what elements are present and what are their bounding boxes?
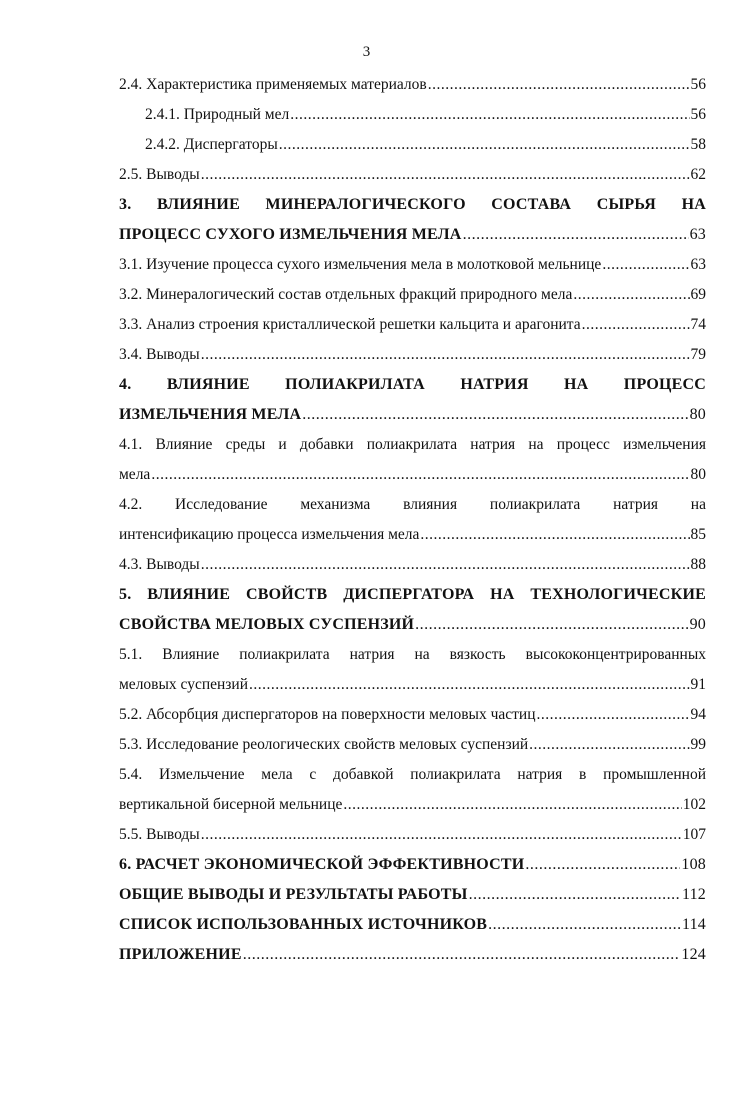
toc-page: 58 <box>690 136 706 153</box>
toc-entry-4-1[interactable] <box>119 430 706 490</box>
toc-entry-5-3[interactable] <box>119 730 706 760</box>
toc-entry-2-4-2[interactable] <box>119 130 706 160</box>
toc-entry-5-4[interactable] <box>119 760 706 820</box>
toc-title: 2.5. Выводы <box>119 166 200 183</box>
toc-entry-conclusions[interactable] <box>119 880 706 910</box>
toc-title: ПРОЦЕСС СУХОГО ИЗМЕЛЬЧЕНИЯ МЕЛА <box>119 226 462 243</box>
toc-entry-3-2[interactable] <box>119 280 706 310</box>
dot-leader <box>201 160 690 190</box>
toc-page: 63 <box>689 226 706 243</box>
toc-entry-5-2[interactable] <box>119 700 706 730</box>
dot-leader <box>582 310 690 340</box>
toc-page: 91 <box>690 676 706 693</box>
toc-title: вертикальной бисерной мельнице <box>119 796 343 813</box>
toc-page: 108 <box>681 856 706 873</box>
dot-leader <box>537 700 690 730</box>
toc-page: 90 <box>689 616 706 633</box>
toc-title-line1: 4.1. Влияние среды и добавки полиакрилата натрия на процесс измельчения <box>119 436 706 453</box>
toc-entry-2-4[interactable] <box>119 70 706 100</box>
dot-leader <box>201 340 690 370</box>
dot-leader <box>343 790 681 820</box>
toc-entry-5-1[interactable] <box>119 640 706 700</box>
toc-title: меловых суспензий <box>119 676 249 693</box>
toc-title: СВОЙСТВА МЕЛОВЫХ СУСПЕНЗИЙ <box>119 616 415 633</box>
dot-leader <box>469 880 681 910</box>
toc-page: 56 <box>690 76 706 93</box>
toc-title: 3.2. Минералогический состав отдельных фракций природного мела <box>119 286 573 303</box>
toc-title: мела <box>119 466 151 483</box>
toc-page: 80 <box>689 406 706 423</box>
toc-page: 63 <box>690 256 706 273</box>
toc-title: 5.5. Выводы <box>119 826 200 843</box>
toc-page: 124 <box>681 946 706 963</box>
toc-title-line1: 3. ВЛИЯНИЕ МИНЕРАЛОГИЧЕСКОГО СОСТАВА СЫРЬЯ НА <box>119 196 706 213</box>
dot-leader <box>249 670 689 700</box>
toc-page: 114 <box>681 916 706 933</box>
dot-leader <box>279 130 690 160</box>
toc-title-line1: 4. ВЛИЯНИЕ ПОЛИАКРИЛАТА НАТРИЯ НА ПРОЦЕСС <box>119 376 706 393</box>
page-number: 3 <box>362 44 371 60</box>
toc-entry-2-4-1[interactable] <box>119 100 706 130</box>
dot-leader <box>151 460 689 490</box>
dot-leader <box>302 400 688 430</box>
toc-entry-2-5[interactable] <box>119 160 706 190</box>
toc-page: 56 <box>690 106 706 123</box>
toc-entry-3-4[interactable] <box>119 340 706 370</box>
toc-title: 4.3. Выводы <box>119 556 200 573</box>
toc-entry-3-1[interactable] <box>119 250 706 280</box>
toc-title: ОБЩИЕ ВЫВОДЫ И РЕЗУЛЬТАТЫ РАБОТЫ <box>119 886 468 903</box>
toc-entry-4-2[interactable] <box>119 490 706 550</box>
toc-title: 6. РАСЧЕТ ЭКОНОМИЧЕСКОЙ ЭФФЕКТИВНОСТИ <box>119 856 525 873</box>
toc-title: 2.4.1. Природный мел <box>145 106 290 123</box>
toc-title-line1: 5.1. Влияние полиакрилата натрия на вязкость высококонцентрированных <box>119 646 706 663</box>
toc-entry-chapter-4[interactable] <box>119 370 706 430</box>
dot-leader <box>529 730 689 760</box>
toc-entry-chapter-3[interactable] <box>119 190 706 250</box>
toc-title: 5.3. Исследование реологических свойств меловых суспензий <box>119 736 529 753</box>
dot-leader <box>525 850 680 880</box>
dot-leader <box>488 910 681 940</box>
table-of-contents <box>119 70 706 970</box>
toc-title-line1: 5. ВЛИЯНИЕ СВОЙСТВ ДИСПЕРГАТОРА НА ТЕХНОЛОГИЧЕСКИЕ <box>119 586 706 603</box>
toc-title: СПИСОК ИСПОЛЬЗОВАННЫХ ИСТОЧНИКОВ <box>119 916 488 933</box>
dot-leader <box>415 610 688 640</box>
toc-title: интенсификацию процесса измельчения мела <box>119 526 420 543</box>
toc-page: 99 <box>690 736 706 753</box>
toc-entry-4-3[interactable] <box>119 550 706 580</box>
toc-page: 94 <box>690 706 706 723</box>
dot-leader <box>602 250 689 280</box>
dot-leader <box>463 220 689 250</box>
toc-page: 80 <box>690 466 706 483</box>
dot-leader <box>201 550 690 580</box>
toc-title: 2.4.2. Диспергаторы <box>145 136 278 153</box>
toc-page: 79 <box>690 346 706 363</box>
toc-entry-appendix[interactable] <box>119 940 706 970</box>
toc-page: 112 <box>681 886 706 903</box>
toc-page: 85 <box>690 526 706 543</box>
dot-leader <box>420 520 689 550</box>
toc-entry-3-3[interactable] <box>119 310 706 340</box>
dot-leader <box>573 280 689 310</box>
toc-title: ПРИЛОЖЕНИЕ <box>119 946 242 963</box>
toc-page: 102 <box>682 796 706 813</box>
toc-entry-chapter-6[interactable] <box>119 850 706 880</box>
toc-title-line1: 4.2. Исследование механизма влияния полиакрилата натрия на <box>119 496 706 513</box>
toc-page: 74 <box>690 316 706 333</box>
toc-title: 3.4. Выводы <box>119 346 200 363</box>
toc-entry-5-5[interactable] <box>119 820 706 850</box>
toc-title-line1: 5.4. Измельчение мела с добавкой полиакрилата натрия в промышленной <box>119 766 706 783</box>
dot-leader <box>243 940 681 970</box>
toc-entry-references[interactable] <box>119 910 706 940</box>
toc-entry-chapter-5[interactable] <box>119 580 706 640</box>
toc-title: 2.4. Характеристика применяемых материалов <box>119 76 427 93</box>
toc-page: 69 <box>690 286 706 303</box>
toc-title: 3.1. Изучение процесса сухого измельчения мела в молотковой мельнице <box>119 256 602 273</box>
toc-page: 107 <box>682 826 706 843</box>
toc-title: 3.3. Анализ строения кристаллической решетки кальцита и арагонита <box>119 316 581 333</box>
dot-leader <box>201 820 682 850</box>
toc-page: 88 <box>690 556 706 573</box>
toc-page: 62 <box>690 166 706 183</box>
dot-leader <box>428 70 690 100</box>
dot-leader <box>290 100 689 130</box>
toc-title: ИЗМЕЛЬЧЕНИЯ МЕЛА <box>119 406 302 423</box>
toc-title: 5.2. Абсорбция диспергаторов на поверхности меловых частиц <box>119 706 536 723</box>
